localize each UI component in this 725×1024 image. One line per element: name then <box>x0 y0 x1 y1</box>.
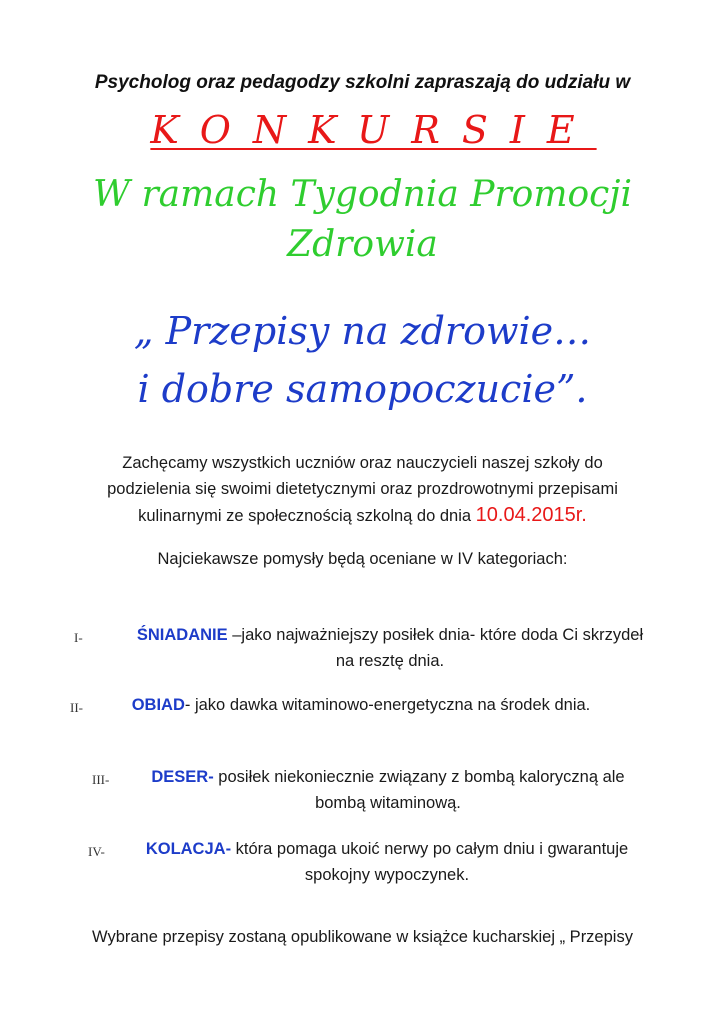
category-line1 <box>110 622 670 648</box>
category-line1 <box>124 836 650 862</box>
category-desc: –jako najważniejszy posiłek dnia- które doda Ci skrzydeł <box>227 626 644 644</box>
category-line2: na resztę dnia. <box>335 652 445 670</box>
category-name: OBIAD <box>131 696 185 714</box>
invitation-paragraph <box>0 450 725 529</box>
category-number: II- <box>70 700 83 715</box>
category-line2: spokojny wypoczynek. <box>304 866 470 884</box>
slogan-line2: i dobre samopoczucie”. <box>137 367 588 411</box>
category-number: III- <box>92 772 110 787</box>
invitation-line1: Zachęcamy wszystkich uczniów oraz nauczycieli naszej szkoły do <box>122 454 603 472</box>
category-name: DESER- <box>151 768 214 786</box>
category-desc: posiłek niekoniecznie związany z bombą kaloryczną ale <box>213 768 625 786</box>
category-line1 <box>96 692 626 718</box>
category-text <box>124 836 650 888</box>
category-line2: bombą witaminową. <box>315 794 461 812</box>
intro-text: Psycholog oraz pedagodzy szkolni zapraszają do udziału w <box>94 72 631 93</box>
category-name: KOLACJA- <box>145 840 232 858</box>
category-text <box>96 692 626 718</box>
category-text <box>128 764 648 816</box>
category-line1 <box>128 764 648 790</box>
outro-text: Wybrane przepisy zostaną opublikowane w książce kucharskiej „ Przepisy <box>92 928 633 946</box>
category-desc: - jako dawka witaminowo-energetyczna na środek dnia. <box>184 696 591 714</box>
week-heading-line2: Zdrowia <box>287 224 438 265</box>
category-text <box>110 622 670 674</box>
deadline-date: 10.04.2015r. <box>475 504 587 526</box>
week-heading <box>0 170 725 270</box>
invitation-line2: podzielenia się swoimi dietetycznymi oraz prozdrowotnymi przepisami <box>107 480 618 498</box>
category-number: IV- <box>88 844 105 859</box>
category-name: ŚNIADANIE <box>136 626 228 644</box>
slogan-line1: „ Przepisy na zdrowie… <box>133 309 592 353</box>
invitation-line3 <box>0 502 725 529</box>
category-number: I- <box>74 630 83 645</box>
contest-title: KONKURSIE <box>150 108 597 152</box>
contest-slogan <box>0 302 725 418</box>
category-desc: która pomaga ukoić nerwy po całym dniu i gwarantuje <box>231 840 629 858</box>
invitation-line3-text: kulinarnymi ze społecznością szkolną do dnia <box>138 507 472 525</box>
categories-intro: Najciekawsze pomysły będą oceniane w IV kategoriach: <box>157 550 568 568</box>
week-heading-line1: W ramach Tygodnia Promocji <box>93 174 632 215</box>
